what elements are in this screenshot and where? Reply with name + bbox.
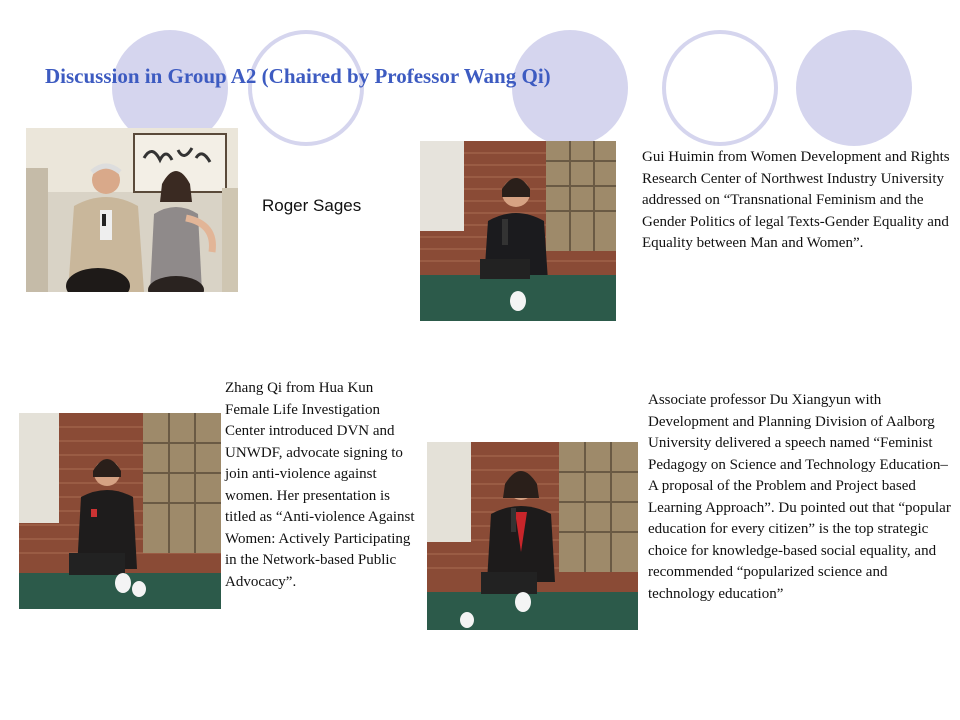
caption-gui-huimin: Gui Huimin from Women Development and Rights Research Center of Northwest Industry University addressed on “Transnational Feminism and the Gender Politics of legal Texts-Gender Equality and Equality between Man and Women”. xyxy=(642,149,950,251)
photo-gui-huimin xyxy=(420,141,616,321)
slide-title: Discussion in Group A2 (Chaired by Professor Wang Qi) xyxy=(45,64,551,88)
photo-du-xiangyun xyxy=(427,442,638,630)
caption-zhang-qi: Zhang Qi from Hua Kun Female Life Investigation Center introduced DVN and UNWDF, advocate signing to join anti-violence against women. Her presentation is titled as “Anti-violence Against Women: Actively Participating in the Network-based Public Advocacy”. xyxy=(225,380,415,590)
caption-du-xiangyun: Associate professor Du Xiangyun with Development and Planning Division of Aalborg University delivered a speech named “Feminist Pedagogy on Science and Technology Education– A proposal of the Problem and Project based Learning Approach”. Du pointed out that “popular education for every citizen” is the top strategic choice for knowledge-based social equality, and recommended “popularized science and technology education” xyxy=(648,392,951,602)
decorative-circle-filled xyxy=(796,30,912,146)
decorative-circle-ring xyxy=(662,30,778,146)
photo-zhang-qi xyxy=(19,413,221,609)
speaker-name-label: Roger Sages xyxy=(262,196,362,215)
photo-roger-sages xyxy=(26,128,238,292)
